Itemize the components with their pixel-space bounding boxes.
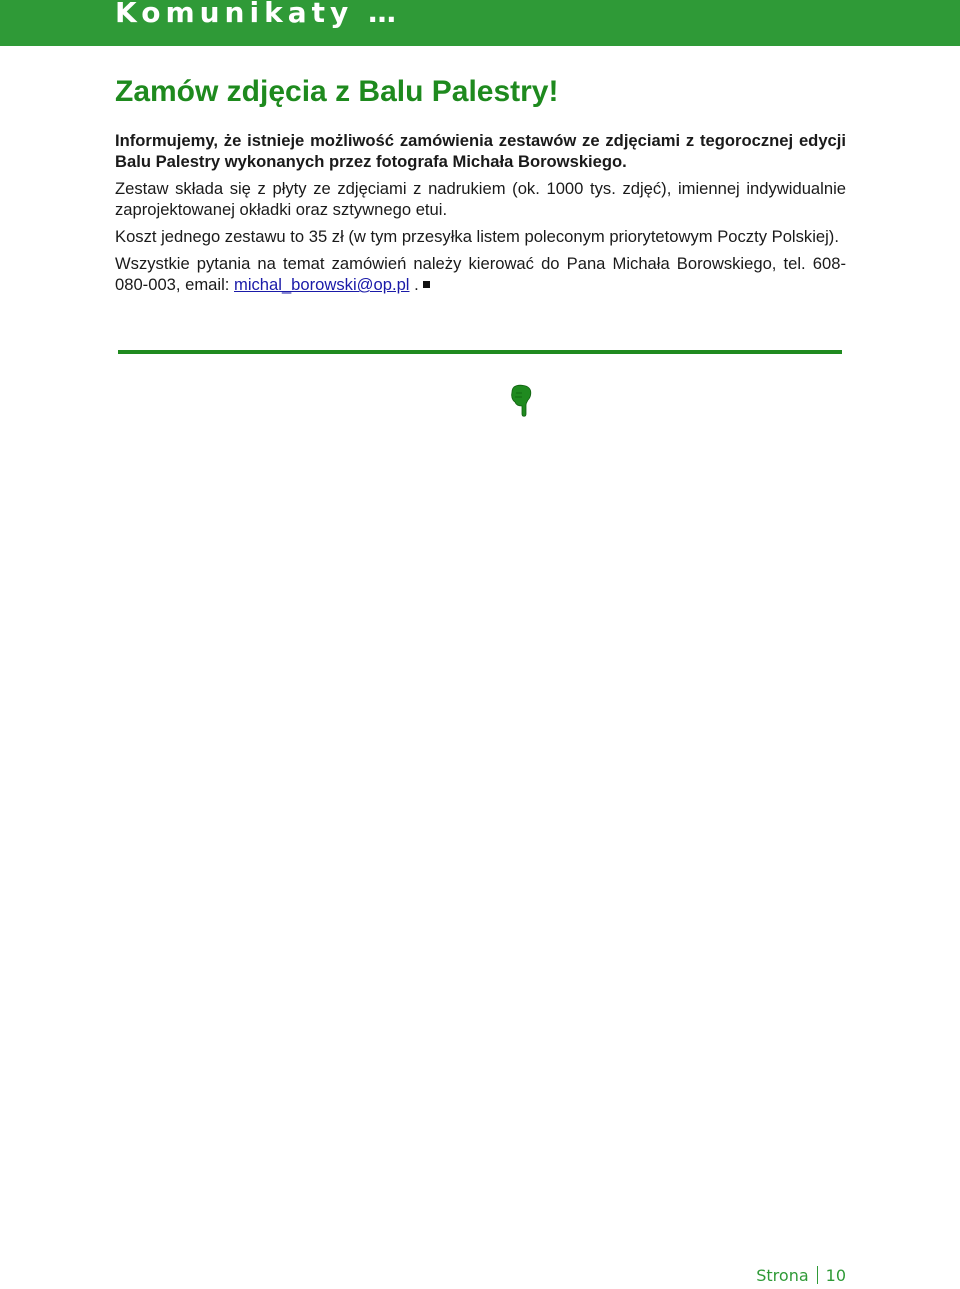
article-paragraph-contact	[115, 253, 846, 295]
header-band	[0, 0, 960, 46]
pointing-hand-down-icon-graphic	[510, 384, 532, 418]
page-number: 10	[825, 1266, 846, 1285]
footer-separator	[817, 1266, 818, 1284]
section-title: Komunikaty …	[115, 0, 401, 29]
section-divider	[118, 350, 842, 354]
pointing-hand-down-icon	[510, 384, 532, 418]
article	[115, 72, 846, 295]
article-paragraph-set-contents: Zestaw składa się z płyty ze zdjęciami z nadrukiem (ok. 1000 tys. zdjęć), imiennej indywidualnie zaprojektowanej okładki oraz sztywnego etui.	[115, 179, 846, 219]
contact-tail: .	[409, 275, 419, 294]
page-label: Strona	[756, 1266, 809, 1285]
article-paragraph-cost: Koszt jednego zestawu to 35 zł (w tym przesyłka listem poleconym priorytetowym Poczty Polskiej).	[115, 227, 839, 246]
email-link[interactable]: michal_borowski@op.pl	[234, 275, 410, 294]
page-footer	[756, 1266, 846, 1285]
end-of-article-mark	[423, 281, 430, 288]
article-title: Zamów zdjęcia z Balu Palestry!	[115, 75, 559, 108]
article-lead: Informujemy, że istnieje możliwość zamówienia zestawów ze zdjęciami z tegorocznej edycji Balu Palestry wykonanych przez fotografa Michała Borowskiego.	[115, 131, 846, 171]
contact-text: Wszystkie pytania na temat zamówień należy kierować do Pana Michała Borowskiego, tel. 608-080-003, email:	[115, 254, 846, 294]
